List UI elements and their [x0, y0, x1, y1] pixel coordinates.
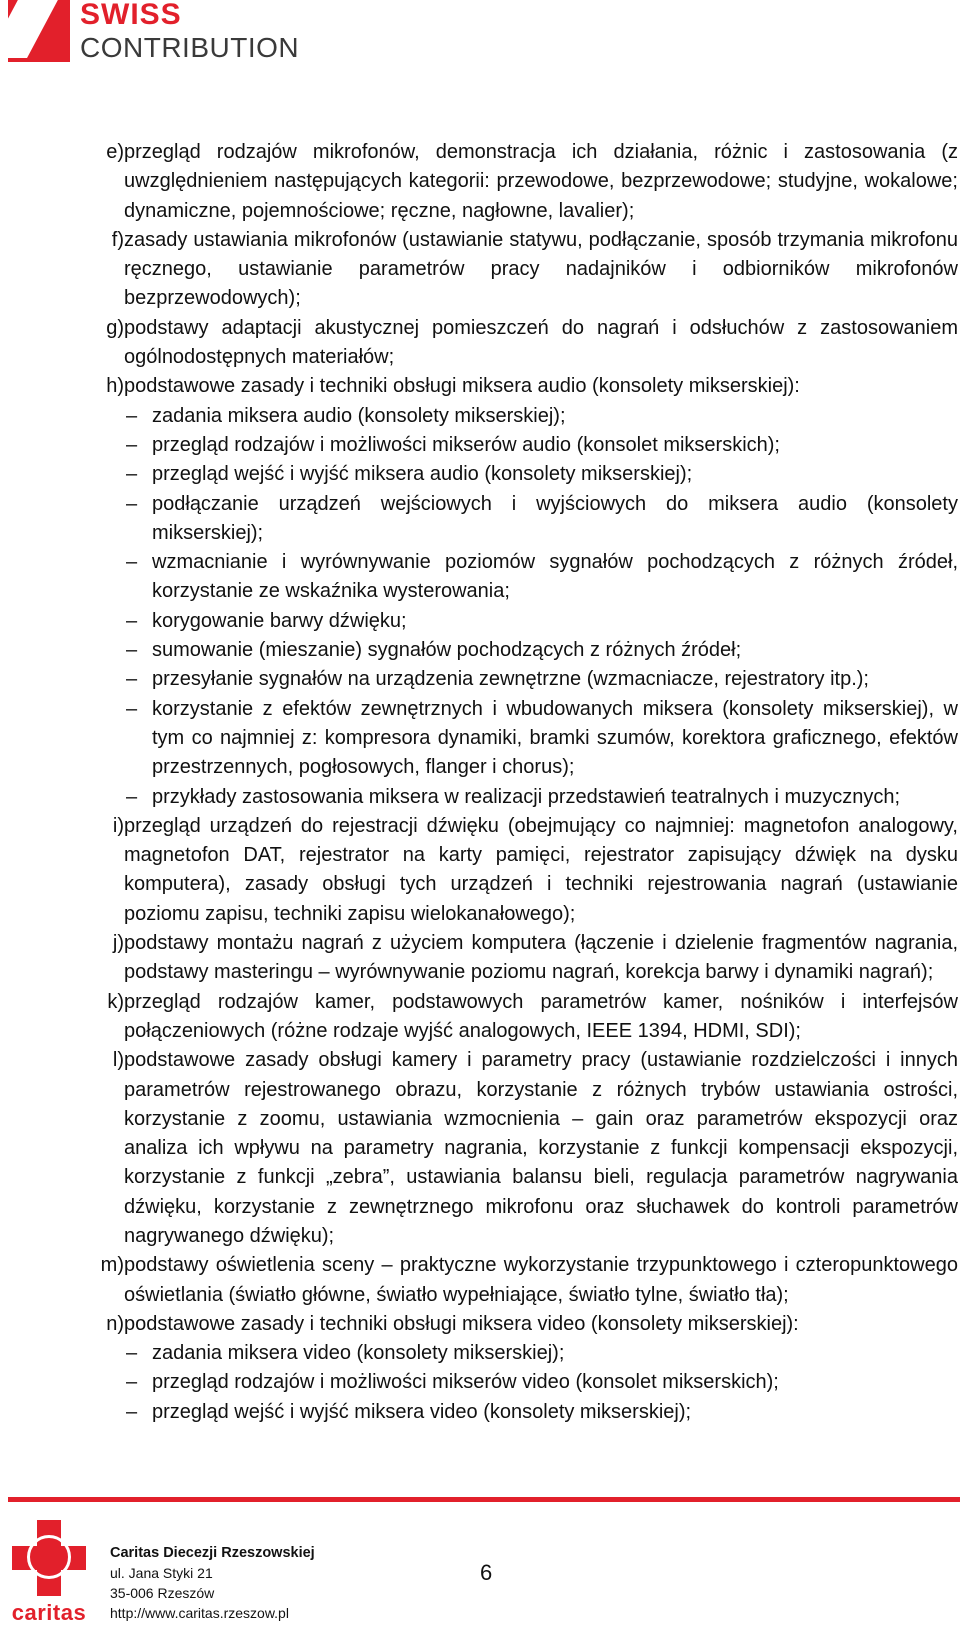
list-item-text: podstawy oświetlenia sceny – praktyczne wykorzystanie trzypunktowego i czteropunktowego oświetlania (światło główne, światło wypełniające, światło tylne, światło tła); [124, 1254, 958, 1306]
dash-marker: – [126, 668, 138, 691]
dash-list-item [0, 783, 960, 812]
list-item-text: przegląd wejść i wyjść miksera audio (konsolety mikserskiej); [152, 463, 693, 486]
list-marker: n) [106, 1312, 124, 1335]
dash-list-item [0, 1339, 960, 1368]
list-item-text: przegląd wejść i wyjść miksera video (konsolety mikserskiej); [152, 1400, 692, 1423]
list-marker: l) [112, 1049, 124, 1072]
list-item-text: podstawowe zasady i techniki obsługi miksera audio (konsolety mikserskiej): [124, 375, 800, 398]
list-item [0, 812, 960, 929]
dash-marker: – [126, 785, 138, 808]
list-item-text: zadania miksera audio (konsolety mikserskiej); [152, 404, 566, 427]
list-item-text: podstawowe zasady obsługi kamery i parametry pracy (ustawianie rozdzielczości i innych parametrów rejestrowanego obrazu, korzystanie z różnych trybów ustawiania ostrości, korzystanie z zoomu, ustawiania wzmocnienia – gain oraz parametrów ekspozycji oraz analiza ich wpływu na parametry nagrania, korzystanie z funkcji kompensacji ekspozycji, korzystanie z funkcji „zebra”, ustawiania balansu bieli, regulacja parametrów nagrywania dźwięku, korzystanie z zewnętrznego mikrofonu oraz słuchawek do kontroli parametrów nagrywanego dźwięku); [124, 1049, 958, 1247]
caritas-logo [8, 1518, 90, 1626]
dash-list-item [0, 607, 960, 636]
page-number: 6 [480, 1560, 493, 1585]
footer-url[interactable]: http://www.caritas.rzeszow.pl [110, 1605, 289, 1621]
list-item-text: przegląd rodzajów kamer, podstawowych parametrów kamer, nośników i interfejsów połączeniowych (różne rodzaje wyjść analogowych, IEEE 1394, HDMI, SDI); [124, 990, 958, 1042]
list-item-text: przykłady zastosowania miksera w realizacji przedstawień teatralnych i muzycznych; [152, 785, 901, 808]
list-item-text: zadania miksera video (konsolety mikserskiej); [152, 1342, 565, 1365]
swiss-logo-icon [8, 0, 70, 62]
footer-address [110, 1543, 315, 1623]
dash-marker: – [126, 463, 138, 486]
logo-swiss-text: SWISS [80, 0, 182, 31]
dash-list-item [0, 490, 960, 549]
dash-marker: – [126, 433, 138, 456]
list-item [0, 226, 960, 314]
list-item-text: przegląd rodzajów i możliwości mikserów audio (konsolet mikserskich); [152, 433, 780, 456]
list-item [0, 1046, 960, 1251]
footer-org-name: Caritas Diecezji Rzeszowskiej [110, 1545, 315, 1561]
dash-marker: – [126, 697, 138, 720]
list-item [0, 314, 960, 373]
dash-marker: – [126, 609, 138, 632]
dash-marker: – [126, 1371, 138, 1394]
list-item [0, 1251, 960, 1310]
list-item [0, 1310, 960, 1339]
list-marker: j) [112, 932, 124, 955]
list-marker: g) [106, 316, 124, 339]
list-item [0, 988, 960, 1047]
dash-list-item [0, 665, 960, 694]
list-marker: m) [100, 1254, 124, 1277]
list-item [0, 929, 960, 988]
dash-list-item [0, 636, 960, 665]
dash-list-item [0, 548, 960, 607]
list-item-text: zasady ustawiania mikrofonów (ustawianie statywu, podłączanie, sposób trzymania mikrofonu ręcznego, ustawianie parametrów pracy nadajników i odbiorników mikrofonów bezprzewodowych); [124, 228, 958, 310]
list-marker: f) [111, 228, 124, 251]
list-item-text: korygowanie barwy dźwięku; [152, 609, 407, 632]
dash-marker: – [126, 639, 138, 662]
list-item-text: podstawowe zasady i techniki obsługi miksera video (konsolety mikserskiej): [124, 1312, 799, 1335]
dash-marker: – [126, 492, 138, 515]
list-marker: i) [112, 814, 124, 837]
dash-marker: – [126, 1342, 138, 1365]
caritas-ring-icon [27, 1535, 71, 1579]
dash-list-item [0, 431, 960, 460]
dash-marker: – [126, 404, 138, 427]
caritas-logo-label: caritas [11, 1600, 87, 1625]
list-item-text: przegląd rodzajów i możliwości mikserów video (konsolet mikserskich); [152, 1371, 779, 1394]
dash-marker: – [126, 551, 138, 574]
list-item-text: wzmacnianie i wyrównywanie poziomów sygnałów pochodzących z różnych źródeł, korzystanie ze wskaźnika wysterowania; [152, 551, 958, 603]
list-item [0, 372, 960, 401]
list-item-text: podstawy montażu nagrań z użyciem komputera (łączenie i dzielenie fragmentów nagrania, podstawy masteringu – wyrównywanie poziomu nagrań, korekcja barwy i dynamiki nagrań); [124, 932, 958, 984]
document-body [0, 138, 960, 1427]
list-item-text: korzystanie z efektów zewnętrznych i wbudowanych miksera (konsolety mikserskiej), w tym co najmniej z: kompresora dynamiki, bramki szumów, korektora graficznego, efektów przestrzennych, pogłosowych, flanger i chorus); [152, 697, 958, 779]
dash-list-item [0, 695, 960, 783]
list-marker: h) [106, 375, 124, 398]
list-item-text: podłączanie urządzeń wejściowych i wyjściowych do miksera audio (konsolety mikserskiej); [152, 492, 958, 544]
dash-marker: – [126, 1400, 138, 1423]
list-item-text: sumowanie (mieszanie) sygnałów pochodzących z różnych źródeł; [152, 639, 742, 662]
dash-list-item [0, 1398, 960, 1427]
list-item-text: przesyłanie sygnałów na urządzenia zewnętrzne (wzmacniacze, rejestratory itp.); [152, 668, 869, 691]
dash-list-item [0, 460, 960, 489]
list-marker: e) [106, 141, 124, 163]
list-marker: k) [107, 990, 124, 1013]
footer-divider [8, 1497, 960, 1502]
list-item [0, 138, 960, 226]
footer-city: 35-006 Rzeszów [110, 1585, 215, 1601]
list-item-text: podstawy adaptacji akustycznej pomieszczeń do nagrań i odsłuchów z zastosowaniem ogólnodostępnych materiałów; [124, 316, 958, 369]
logo-contribution-text: CONTRIBUTION [80, 32, 300, 63]
footer-street: ul. Jana Styki 21 [110, 1565, 213, 1581]
dash-list-item [0, 402, 960, 431]
list-item-text: przegląd rodzajów mikrofonów, demonstracja ich działania, różnic i zastosowania (z uwzględnieniem następujących kategorii: przewodowe, bezprzewodowe; studyjne, wokalowe; dynamiczne, pojemnościowe; ręczne, nagłowne, lavalier); [124, 141, 958, 222]
list-item-text: przegląd urządzeń do rejestracji dźwięku (obejmujący co najmniej: magnetofon analogowy, magnetofon DAT, rejestrator na karty pamięci, rejestrator zapisujący dźwięk na dysku komputera), zasady obsługi tych urządzeń i techniki rejestrowania nagrań (ustawianie poziomu zapisu, techniki zapisu wielokanałowego); [124, 814, 958, 925]
dash-list-item [0, 1368, 960, 1397]
